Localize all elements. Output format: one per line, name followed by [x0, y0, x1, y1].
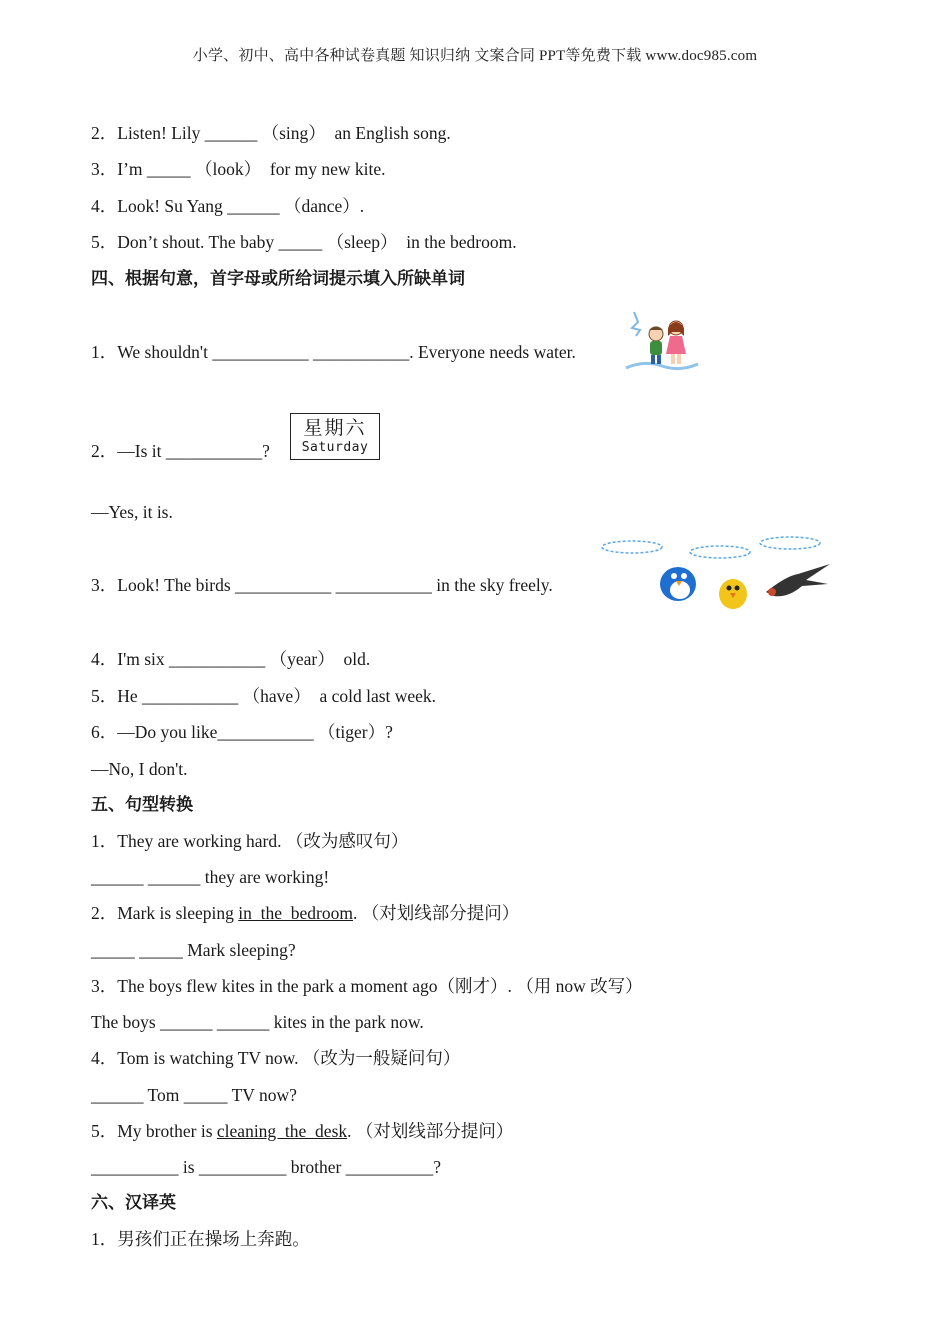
children-water-picture: [624, 306, 700, 374]
cloud: [690, 546, 750, 558]
girl-leg: [671, 354, 675, 364]
blank-5-2: _____ _____ Mark sleeping?: [91, 940, 296, 960]
question-3-3: 3．I’m _____ （look） for my new kite.: [91, 159, 386, 179]
answer-4-6: —No, I don't.: [91, 759, 188, 779]
question-5-5-start: 5．My brother is: [91, 1121, 217, 1141]
question-5-4: 4．Tom is watching TV now. （改为一般疑问句）: [91, 1048, 461, 1068]
question-3-4: 4．Look! Su Yang ______ （dance）.: [91, 196, 365, 216]
saturday-sign-chinese: 星期六: [303, 417, 367, 439]
boy-leg: [651, 355, 655, 364]
blank-5-4: ______ Tom _____ TV now?: [91, 1085, 297, 1105]
question-5-1: 1．They are working hard. （改为感叹句）: [91, 831, 409, 851]
question-6-1: 1．男孩们正在操场上奔跑。: [91, 1229, 310, 1249]
page-header: 小学、初中、高中各种试卷真题 知识归纳 文案合同 PPT等免费下载 www.doc985.com: [192, 48, 758, 64]
question-5-5: [91, 1120, 513, 1142]
blue-bird-eye: [681, 573, 687, 579]
blank-5-5: __________ is __________ brother __________?: [91, 1157, 441, 1177]
water-stream: [626, 363, 698, 368]
boy-hair: [649, 327, 663, 331]
girl-dress: [666, 336, 686, 354]
boy-leg: [657, 355, 661, 364]
question-5-5-end: . （对划线部分提问）: [347, 1121, 514, 1141]
boy-body: [650, 341, 662, 355]
cloud: [602, 541, 662, 553]
blank-5-3: The boys ______ ______ kites in the park now.: [91, 1012, 424, 1032]
question-5-2-end: . （对划线部分提问）: [352, 903, 520, 923]
cloud: [760, 537, 820, 549]
blue-bird-eye: [671, 573, 677, 579]
answer-4-2: —Yes, it is.: [91, 502, 173, 522]
question-4-6: 6．—Do you like___________ （tiger）?: [91, 722, 393, 742]
section-5-title: 五、句型转换: [91, 795, 193, 815]
swallow-throat: [768, 588, 776, 596]
question-4-4: 4．I'm six ___________ （year） old.: [91, 649, 371, 669]
saturday-sign-english: Saturday: [301, 440, 369, 455]
section-6-title: 六、汉译英: [91, 1193, 176, 1213]
question-3-2: 2．Listen! Lily ______ （sing） an English song.: [91, 123, 451, 143]
question-4-5: 5．He ___________ （have） a cold last week.: [91, 686, 437, 706]
underlined-phrase: cleaning the desk: [216, 1121, 348, 1141]
water-splash: [632, 312, 640, 336]
question-5-2: [91, 902, 519, 924]
question-5-2-start: 2．Mark is sleeping: [91, 903, 239, 923]
question-5-3: 3．The boys flew kites in the park a moment ago（刚才）. （用 now 改写）: [91, 976, 643, 996]
underlined-phrase: in the bedroom: [238, 903, 353, 923]
yellow-chick-eye: [735, 586, 740, 591]
question-3-5: 5．Don’t shout. The baby _____ （sleep） in the bedroom.: [91, 232, 517, 252]
question-4-3: 3．Look! The birds ___________ ___________ in the sky freely.: [91, 575, 553, 595]
section-4-title: 四、根据句意，首字母或所给词提示填入所缺单词: [91, 269, 465, 289]
blank-5-1: ______ ______ they are working!: [91, 867, 330, 887]
question-4-1: 1．We shouldn't ___________ ___________. Everyone needs water.: [91, 342, 576, 362]
girl-leg: [677, 354, 681, 364]
question-4-2: 2．—Is it ___________?: [91, 441, 270, 461]
saturday-sign: [290, 413, 380, 460]
birds-in-sky-picture: [598, 532, 834, 616]
yellow-chick-eye: [727, 586, 732, 591]
